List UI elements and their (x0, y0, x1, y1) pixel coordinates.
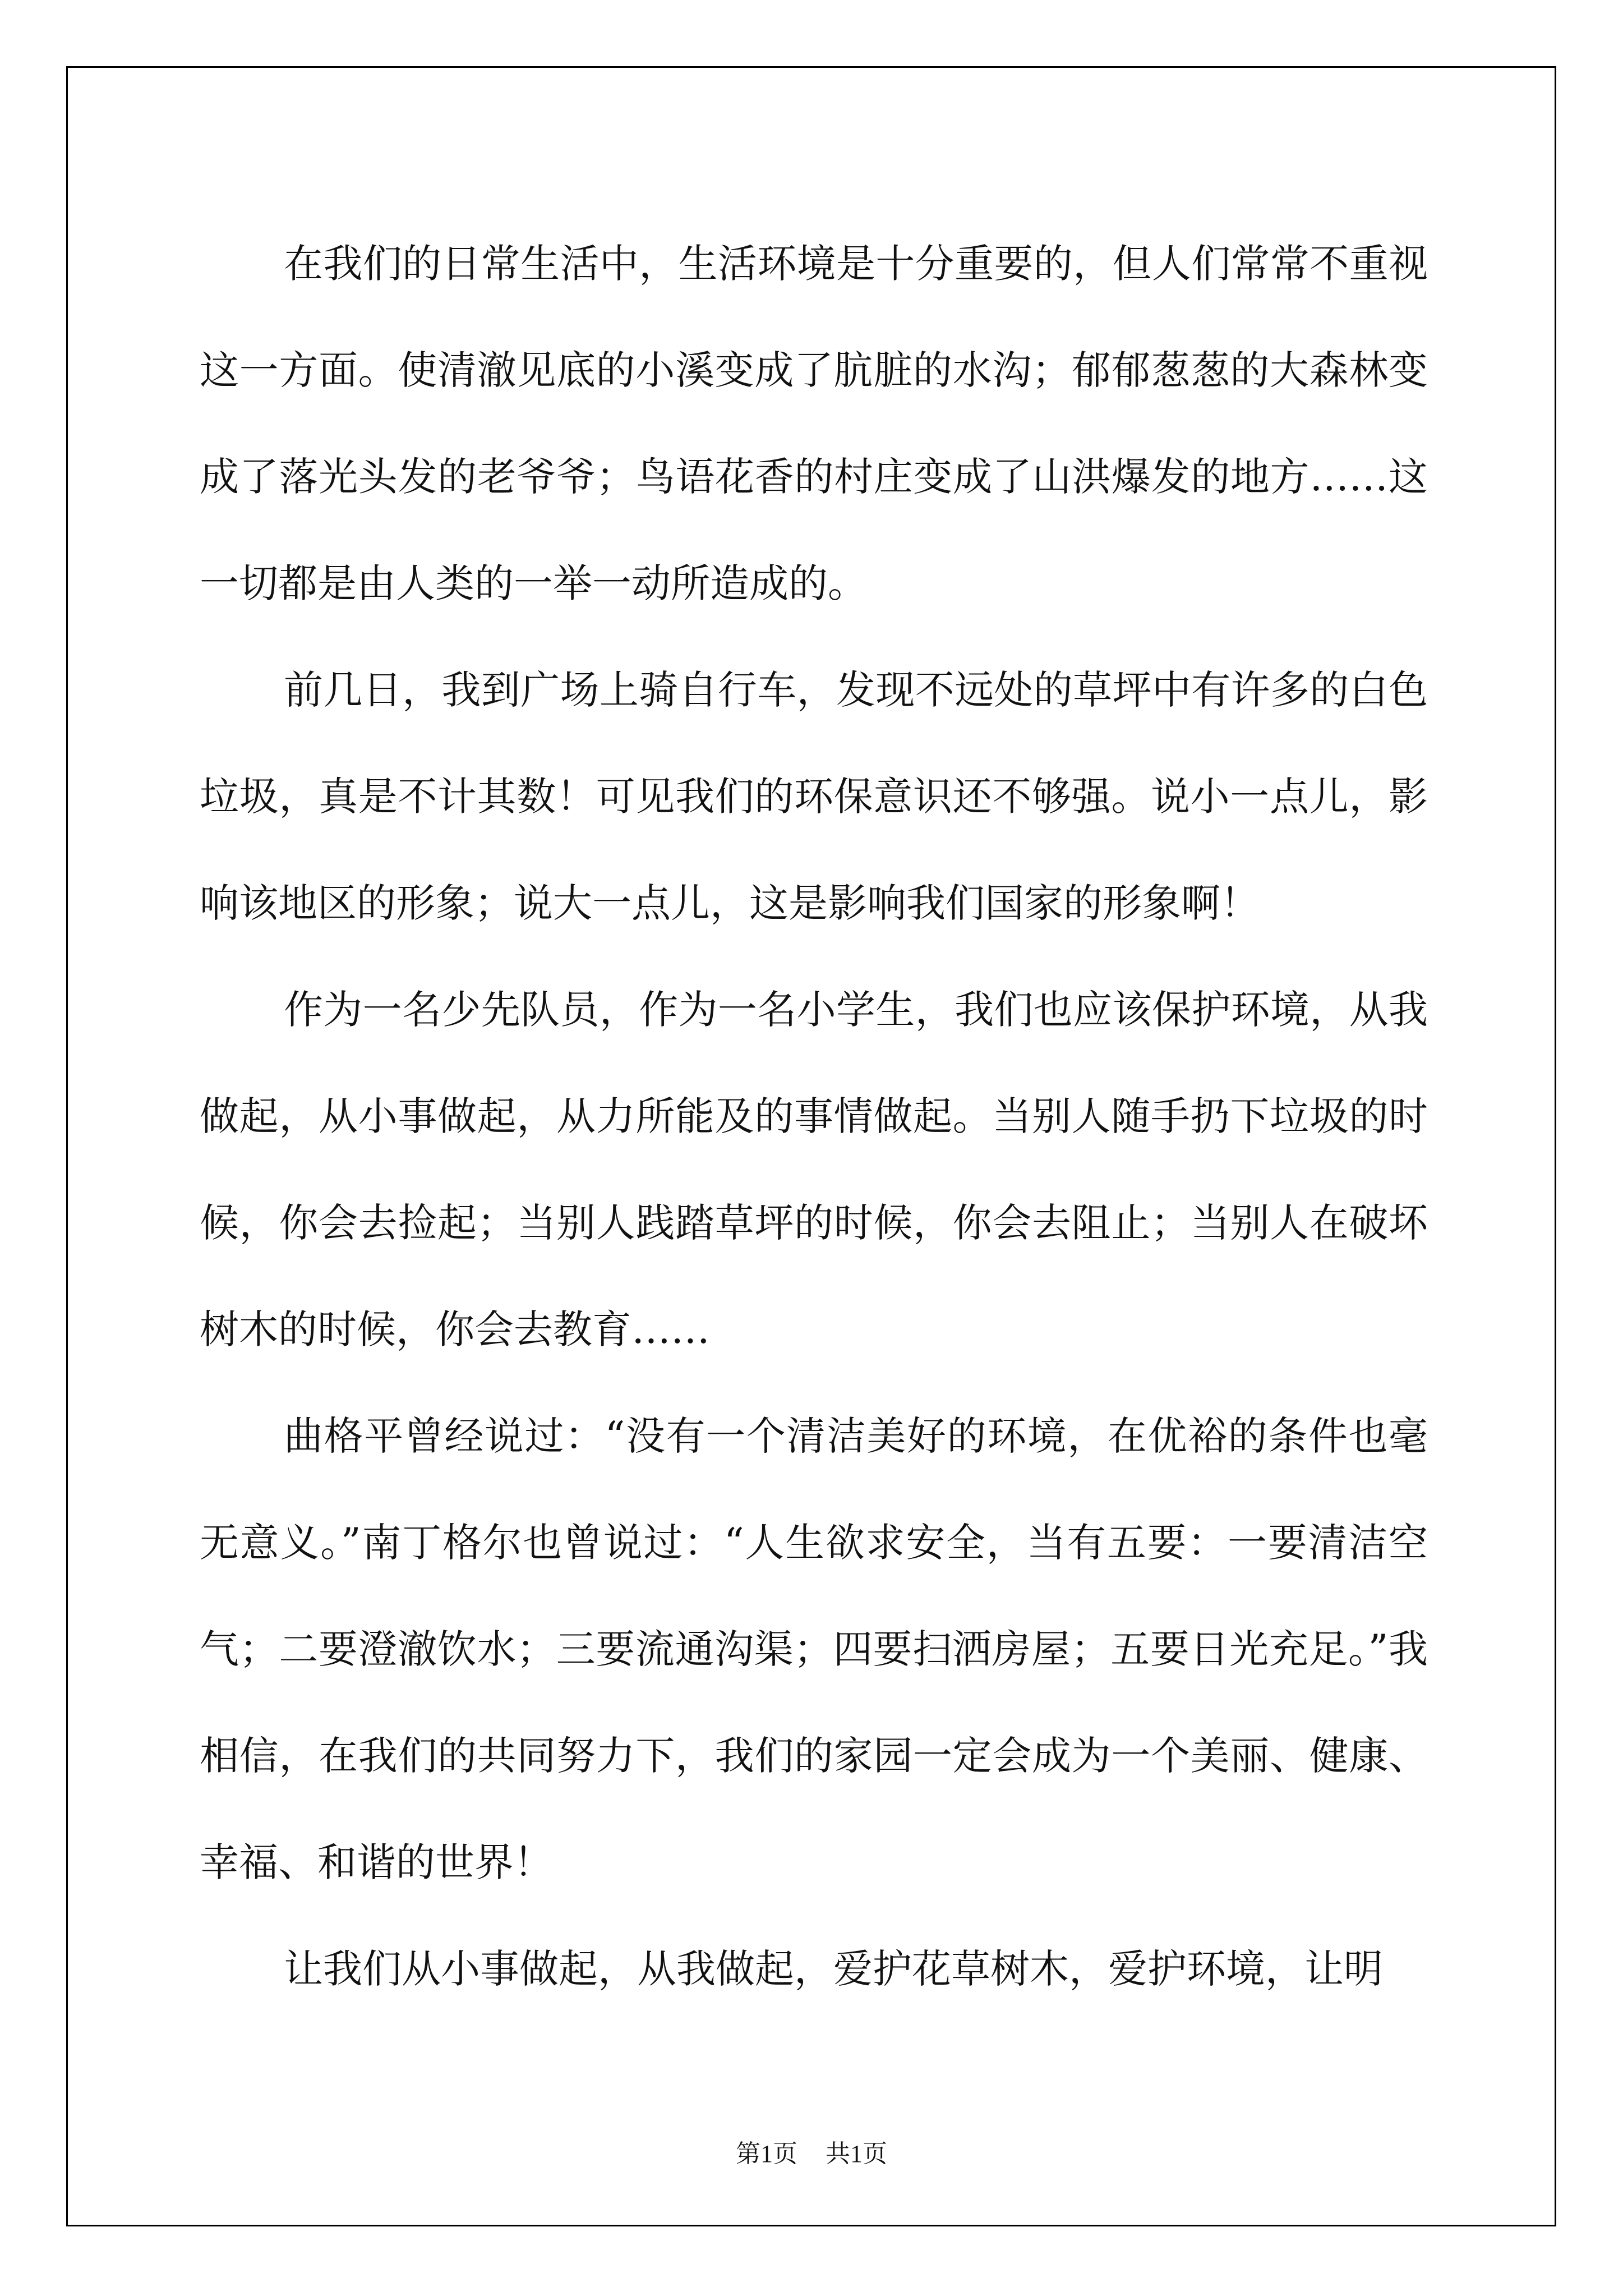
page-total: 共1页 (826, 2140, 887, 2168)
paragraph-4: 曲格平曾经说过：“没有一个清洁美好的环境，在优裕的条件也毫无意义。”南丁格尔也曾说过：“人生欲求安全，当有五要：一要清洁空气；二要澄澈饮水；三要流通沟渠；四要扫洒房屋；五要日光充足。”我相信，在我们的共同努力下，我们的家园一定会成为一个美丽、健康、幸福、和谐的世界！ (200, 1413, 1428, 1885)
page-footer (0, 2137, 1623, 2171)
document-body (200, 210, 1428, 2022)
paragraph-2: 前几日，我到广场上骑自行车，发现不远处的草坪中有许多的白色垃圾，真是不计其数！可见我们的环保意识还不够强。说小一点儿，影响该地区的形象；说大一点儿，这是影响我们国家的形象啊！ (200, 667, 1428, 926)
page-number: 第1页 (736, 2140, 797, 2168)
paragraph-1: 在我们的日常生活中，生活环境是十分重要的，但人们常常不重视这一方面。使清澈见底的小溪变成了肮脏的水沟；郁郁葱葱的大森林变成了落光头发的老爷爷；鸟语花香的村庄变成了山洪爆发的地方……这一切都是由人类的一举一动所造成的。 (200, 241, 1428, 606)
paragraph-5: 让我们从小事做起，从我做起，爱护花草树木，爱护环境，让明 (284, 1946, 1383, 1992)
paragraph-3: 作为一名少先队员，作为一名小学生，我们也应该保护环境，从我做起，从小事做起，从力所能及的事情做起。当别人随手扔下垃圾的时候，你会去捡起；当别人践踏草坪的时候，你会去阻止；当别人在破坏树木的时候，你会去教育…… (200, 987, 1428, 1352)
